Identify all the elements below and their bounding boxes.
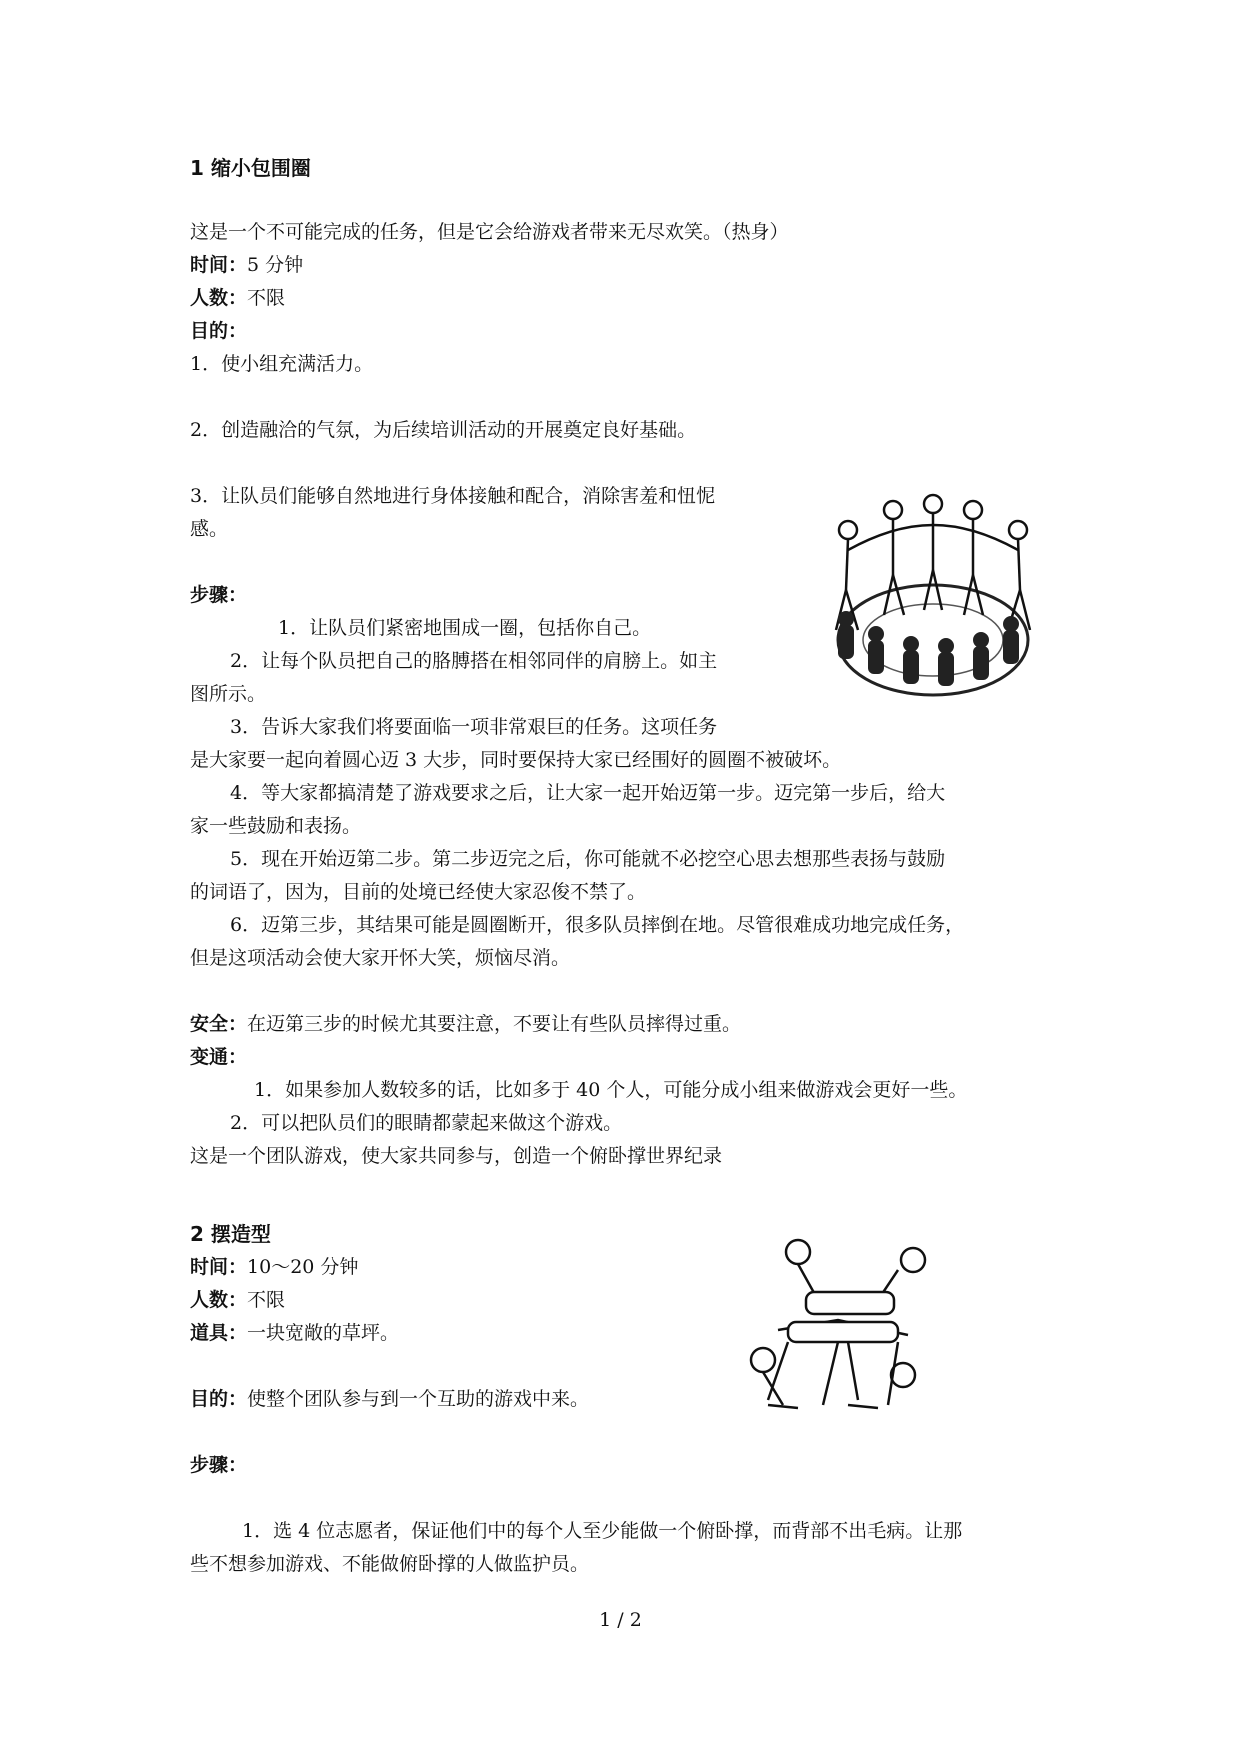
variation-label: 变通： — [190, 1046, 248, 1068]
purpose-item: 感。 — [190, 518, 229, 540]
props-value: 一块宽敞的草坪。 — [247, 1322, 400, 1344]
pushup-pyramid-drawing — [728, 1230, 950, 1422]
step-item: 1．让队员们紧密地围成一圈，包括你自己。 — [278, 617, 652, 639]
step-item: 但是这项活动会使大家开怀大笑，烦恼尽消。 — [190, 947, 571, 969]
people-value: 不限 — [247, 1289, 286, 1311]
step-item: 是大家要一起向着圆心迈 3 大步，同时要保持大家已经围好的圆圈不被破坏。 — [190, 749, 842, 771]
step-item: 家一些鼓励和表扬。 — [190, 815, 362, 837]
props-row — [190, 1321, 399, 1345]
safety-label: 安全： — [190, 1013, 248, 1035]
step-item: 4．等大家都搞清楚了游戏要求之后，让大家一起开始迈第一步。迈完第一步后，给大 — [230, 782, 946, 804]
safety-row — [190, 1012, 741, 1036]
people-label: 人数： — [190, 1289, 248, 1311]
variation-item: 1．如果参加人数较多的话，比如多于 40 个人，可能分成小组来做游戏会更好一些。 — [254, 1079, 968, 1101]
step-item: 6．迈第三步，其结果可能是圆圈断开，很多队员摔倒在地。尽管很难成功地完成任务， — [230, 914, 965, 936]
steps-label: 步骤： — [190, 584, 248, 606]
step-item: 的词语了，因为，目前的处境已经使大家忍俊不禁了。 — [190, 881, 647, 903]
purpose-label: 目的： — [190, 1388, 248, 1410]
circle-people-drawing — [808, 490, 1052, 714]
safety-text: 在迈第三步的时候尤其要注意，不要让有些队员摔得过重。 — [247, 1013, 742, 1035]
step-item: 5．现在开始迈第二步。第二步迈完之后，你可能就不必挖空心思去想那些表扬与鼓励 — [230, 848, 946, 870]
people-row — [190, 1288, 285, 1312]
steps-label: 步骤： — [190, 1454, 248, 1476]
purpose-item: 1．使小组充满活力。 — [190, 353, 374, 375]
closing-text: 这是一个团队游戏，使大家共同参与，创造一个俯卧撑世界纪录 — [190, 1145, 723, 1167]
props-label: 道具： — [190, 1322, 248, 1344]
people-label: 人数： — [190, 287, 248, 309]
time-row — [190, 253, 303, 277]
purpose-label: 目的： — [190, 320, 248, 342]
people-row — [190, 286, 285, 310]
time-label: 时间： — [190, 254, 248, 276]
step-item: 1．选 4 位志愿者，保证他们中的每个人至少能做一个俯卧撑，而背部不出毛病。让那 — [242, 1520, 963, 1542]
step-item: 图所示。 — [190, 683, 267, 705]
step-item: 2．让每个队员把自己的胳膊搭在相邻同伴的肩膀上。如主 — [230, 650, 718, 672]
time-value: 5 分钟 — [247, 254, 304, 276]
time-value: 10～20 分钟 — [247, 1256, 359, 1278]
section-title: 1 缩小包围圈 — [190, 156, 311, 180]
purpose-item: 3．让队员们能够自然地进行身体接触和配合，消除害羞和忸怩 — [190, 485, 716, 507]
section-title: 2 摆造型 — [190, 1222, 271, 1246]
time-label: 时间： — [190, 1256, 248, 1278]
people-value: 不限 — [247, 287, 286, 309]
pyramid-illustration — [728, 1230, 950, 1422]
circle-illustration — [808, 490, 1052, 714]
intro-text: 这是一个不可能完成的任务，但是它会给游戏者带来无尽欢笑。（热身） — [190, 221, 789, 243]
page-number: 1 / 2 — [599, 1609, 642, 1631]
step-item: 些不想参加游戏、不能做俯卧撑的人做监护员。 — [190, 1553, 590, 1575]
purpose-item: 2．创造融洽的气氛，为后续培训活动的开展奠定良好基础。 — [190, 419, 697, 441]
variation-item: 2．可以把队员们的眼睛都蒙起来做这个游戏。 — [230, 1112, 623, 1134]
purpose-row — [190, 1387, 589, 1411]
step-item: 3．告诉大家我们将要面临一项非常艰巨的任务。这项任务 — [230, 716, 718, 738]
purpose-value: 使整个团队参与到一个互助的游戏中来。 — [247, 1388, 590, 1410]
time-row — [190, 1255, 358, 1279]
